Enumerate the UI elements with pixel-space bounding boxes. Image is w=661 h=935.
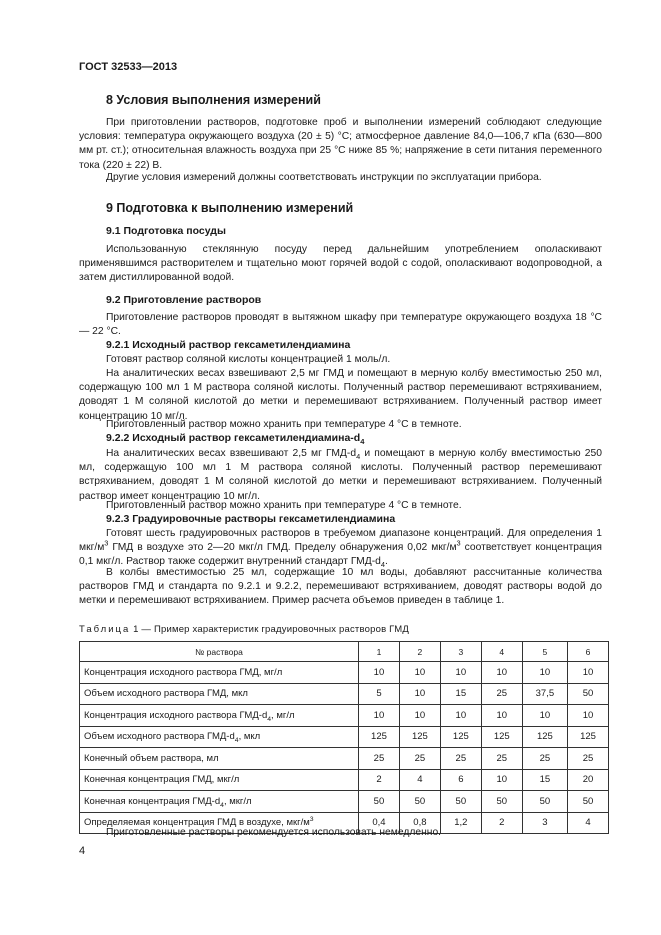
section-9-2-2-paragraph-2: Приготовленный раствор можно хранить при температуре 4 °С в темноте. [106, 500, 462, 511]
section-8-paragraph-2: Другие условия измерений должны соответствовать инструкции по эксплуатации прибора. [106, 172, 542, 183]
table-row [80, 748, 609, 770]
table-cell: 25 [399, 748, 440, 770]
table-cell: 37,5 [522, 683, 567, 705]
row-label: Конечная концентрация ГМД, мкг/л [80, 769, 359, 791]
table-cell: 2 [359, 769, 400, 791]
table-cell: 2 [481, 812, 522, 834]
row-label: Концентрация исходного раствора ГМД-$d_4$, мг/л [80, 705, 359, 727]
row-label: Концентрация исходного раствора ГМД, мг/л [80, 662, 359, 684]
table-cell: 10 [568, 705, 609, 727]
table-cell: 10 [359, 662, 400, 684]
row-label: Объем исходного раствора ГМД-$d_4$, мкл [80, 726, 359, 748]
table-row [80, 769, 609, 791]
table-cell: 4 [399, 769, 440, 791]
table-cell: 125 [481, 726, 522, 748]
section-9-2-1-paragraph-3: Приготовленный раствор можно хранить при температуре 4 °С в темноте. [106, 419, 462, 430]
calibration-table [79, 641, 609, 834]
table-cell: 10 [481, 769, 522, 791]
table-cell: 10 [440, 662, 481, 684]
table-cell: 50 [522, 791, 567, 813]
table-row [80, 791, 609, 813]
table-cell: 3 [522, 812, 567, 834]
table-cell: 4 [568, 812, 609, 834]
section-8-paragraph-1: При приготовлении растворов, подготовке проб и выполнении измерений соблюдают следующие условия: температура окружающего воздуха (20 ± 5) °С; атмосферное давление 84,0—106,7 кПа (630—800 мм рт. ст.); относительная влажность воздуха при 25 °С ниже 85 %; напряжение в сети питания переменного тока (220 ± 22) В. [79, 117, 602, 171]
table-cell: 10 [399, 662, 440, 684]
table-cell: 50 [359, 791, 400, 813]
document-header: ГОСТ 32533—2013 [79, 61, 178, 73]
table-cell: 25 [481, 748, 522, 770]
table-cell: 10 [568, 662, 609, 684]
table-cell: 5 [359, 683, 400, 705]
table-cell: 10 [440, 705, 481, 727]
table-row [80, 683, 609, 705]
section-9-2-1-title: 9.2.1 Исходный раствор гексаметилендиамина [106, 339, 351, 351]
table-cell: 125 [440, 726, 481, 748]
row-label: Объем исходного раствора ГМД, мкл [80, 683, 359, 705]
section-9-1-paragraph: Использованную стеклянную посуду перед дальнейшим употреблением ополаскивают применявшимся растворителем и тщательно моют горячей водой с содой, ополаскивают водопроводной, а затем дистиллированной водой. [79, 244, 602, 284]
table-cell: 25 [568, 748, 609, 770]
table-cell: 25 [522, 748, 567, 770]
table-cell: 10 [399, 705, 440, 727]
after-table-note: Приготовленные растворы рекомендуется использовать немедленно. [106, 827, 442, 838]
table-header-row [80, 642, 609, 662]
table-cell: 6 [440, 769, 481, 791]
table-cell: 25 [481, 683, 522, 705]
table-cell: 125 [359, 726, 400, 748]
row-label: Конечный объем раствора, мл [80, 748, 359, 770]
section-9-2-1-paragraph-2: На аналитических весах взвешивают 2,5 мг ГМД и помещают в мерную колбу вместимостью 250 мл, содержащую 100 мл 1 М раствора соляной кислоты. Полученный раствор перемешивают встряхиванием, доводят 1 М соляной кислотой до метки и перемешивают встряхиванием. Полученный раствор имеет концентрацию 10 мг/л. [79, 368, 602, 422]
section-9-2-3-paragraph-2: В колбы вместимостью 25 мл, содержащие 10 мл воды, добавляют рассчитанные количества растворов ГМД и стандарта по 9.2.1 и 9.2.2, перемешивают встряхиванием, доводят растворы водой до метки и перемешивают встряхиванием. Пример расчета объемов приведен в таблице 1. [79, 567, 602, 607]
page-number: 4 [79, 845, 86, 857]
section-9-1-title: 9.1 Подготовка посуды [106, 225, 226, 237]
section-9-2-3-title: 9.2.3 Градуировочные растворы гексаметилендиамина [106, 513, 396, 525]
table-cell: 10 [522, 705, 567, 727]
table-cell: 25 [440, 748, 481, 770]
section-9-2-2-paragraph-1: На аналитических весах взвешивают 2,5 мг ГМД-$d_4$ и помещают в мерную колбу вместимостью 250 мл, содержащую 100 мл 1 М раствора соляной кислоты. Полученный раствор перемешивают встряхиванием, доводят 1 М соляной кислотой до метки и перемешивают встряхиванием. Полученный раствор имеет концентрацию 10 мг/л. [79, 448, 602, 502]
table-cell: 50 [440, 791, 481, 813]
table-row [80, 705, 609, 727]
table-cell: 125 [522, 726, 567, 748]
header-cell-3: 3 [440, 642, 481, 662]
section-9-2-1-paragraph-1: Готовят раствор соляной кислоты концентрацией 1 моль/л. [106, 354, 391, 365]
table-cell: 1,2 [440, 812, 481, 834]
table-cell: 125 [568, 726, 609, 748]
table-cell: 10 [399, 683, 440, 705]
table-cell: 50 [481, 791, 522, 813]
header-cell-4: 4 [481, 642, 522, 662]
row-label: Определяемая концентрация ГМД в воздухе, мкг/$м^3$ [80, 812, 359, 834]
section-9-title: 9 Подготовка к выполнению измерений [106, 201, 354, 215]
table-cell: 25 [359, 748, 400, 770]
table-cell: 50 [399, 791, 440, 813]
table-cell: 15 [522, 769, 567, 791]
header-cell-solution-no: № раствора [80, 642, 359, 662]
row-label: Конечная концентрация ГМД-$d_4$, мкг/л [80, 791, 359, 813]
header-cell-6: 6 [568, 642, 609, 662]
table-cell: 10 [481, 662, 522, 684]
table-row [80, 726, 609, 748]
table-cell: 50 [568, 791, 609, 813]
header-cell-5: 5 [522, 642, 567, 662]
table-cell: 10 [522, 662, 567, 684]
section-9-2-3-paragraph-1: Готовят шесть градуировочных растворов в требуемом диапазоне концентраций. Для определения 1 мкг/$м^3$ ГМД в воздухе это 2—20 мкг/л ГМД. Пределу обнаружения 0,02 мкг/$м^3$ соответствует концентрация 0,1 мкг/л. Раствор также содержит внутренний стандарт ГМД-$d_4$. [79, 528, 602, 570]
table-cell: 20 [568, 769, 609, 791]
table-cell: 50 [568, 683, 609, 705]
header-cell-2: 2 [399, 642, 440, 662]
section-9-2-title: 9.2 Приготовление растворов [106, 294, 262, 306]
table-cell: 0,8 [399, 812, 440, 834]
table-caption: Таблица 1 — Пример характеристик градуировочных растворов ГМД [79, 624, 410, 635]
section-9-2-paragraph: Приготовление растворов проводят в вытяжном шкафу при температуре окружающего воздуха 18 °С — 22 °С. [79, 312, 602, 338]
table-row [80, 662, 609, 684]
section-8-title: 8 Условия выполнения измерений [106, 93, 321, 107]
table-cell: 15 [440, 683, 481, 705]
table-cell: 10 [481, 705, 522, 727]
section-9-2-2-title: 9.2.2 Исходный раствор гексаметилендиамина-$d_4$ [106, 432, 365, 447]
table-cell: 125 [399, 726, 440, 748]
header-cell-1: 1 [359, 642, 400, 662]
table-cell: 0,4 [359, 812, 400, 834]
table-cell: 10 [359, 705, 400, 727]
